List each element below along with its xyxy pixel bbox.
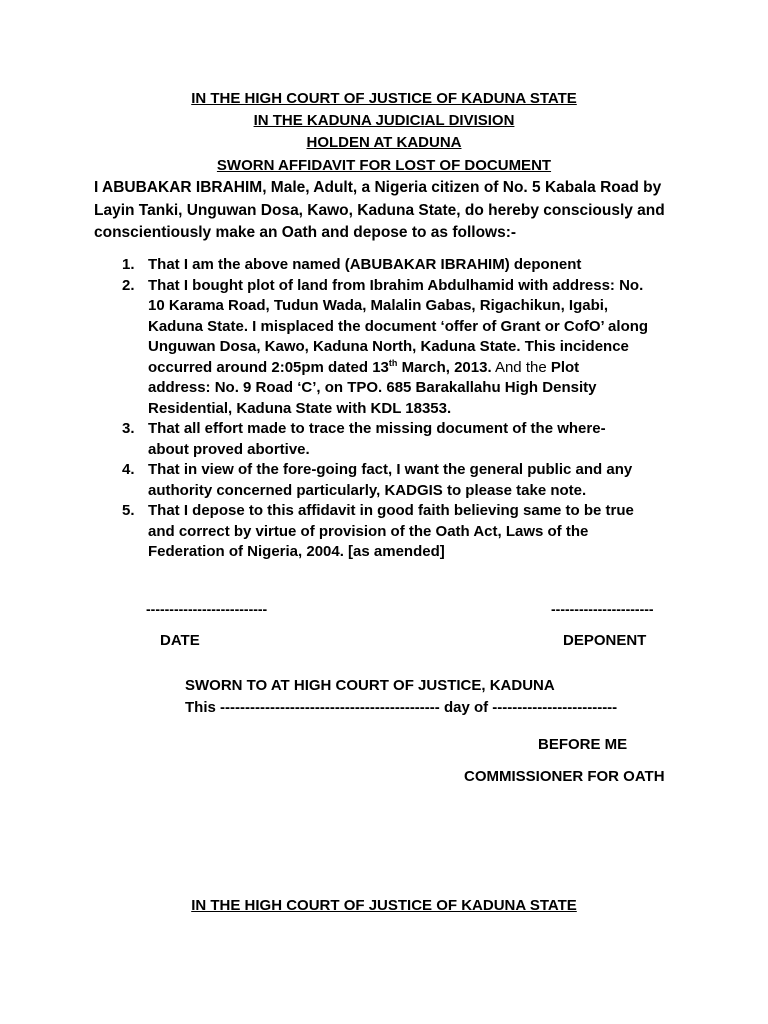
item-line: 10 Karama Road, Tudun Wada, Malalin Gabas, Rigachikun, Igabi, [148,297,609,314]
sworn-statement: SWORN TO AT HIGH COURT OF JUSTICE, KADUNA [185,677,555,694]
item-line: and correct by virtue of provision of the Oath Act, Laws of the [148,522,589,540]
court-title: IN THE HIGH COURT OF JUSTICE OF KADUNA STATE [191,90,577,107]
item-line: Federation of Nigeria, 2004. [as amended] [148,543,445,560]
item-text: Plot [550,358,580,376]
item-line: Residential, Kaduna State with KDL 18353. [148,399,452,417]
list-item [122,419,692,460]
intro-line: conscientiously make an Oath and depose to as follows:- [94,224,517,241]
date-label: DATE [160,632,200,649]
item-line: authority concerned particularly, KADGIS to please take note. [148,481,587,499]
intro-line: I ABUBAKAR IBRAHIM, Male, Adult, a Nigeria citizen of No. 5 Kabala Road by [94,179,662,196]
deposition-list [122,255,692,563]
item-line: That I bought plot of land from Ibrahim Abdulhamid with address: No. [148,276,644,294]
item-text: occurred around 2:05pm dated 13 [148,358,389,376]
item-line: Kaduna State. I misplaced the document ‘offer of Grant or CofO’ along [148,317,649,335]
item-line: That I am the above named (ABUBAKAR IBRAHIM) deponent [148,256,582,273]
item-number: 1. [122,256,135,273]
list-item [122,501,692,563]
document-title: SWORN AFFIDAVIT FOR LOST OF DOCUMENT [216,157,552,174]
date-signature-line: -------------------------- [146,601,268,617]
item-line: address: No. 9 Road ‘C’, on TPO. 685 Barakallahu High Density [148,379,597,396]
item-number: 4. [122,461,135,478]
item-line: about proved abortive. [148,440,310,458]
court-title-repeat: IN THE HIGH COURT OF JUSTICE OF KADUNA STATE [191,897,577,914]
item-line [148,358,692,379]
item-line: That in view of the fore-going fact, I want the general public and any [148,461,633,478]
sworn-date-line: This -------------------------------------------- day of ------------------------- [185,699,618,716]
list-item [122,276,692,420]
item-line: Unguwan Dosa, Kawo, Kaduna North, Kaduna State. This incidence [148,338,629,355]
item-line: That I depose to this affidavit in good faith believing same to be true [148,502,634,519]
intro-paragraph [94,177,694,245]
item-line: That all effort made to trace the missing document of the where- [148,420,606,437]
ordinal-suffix: th [388,357,398,368]
before-me-label: BEFORE ME [538,736,628,753]
item-number: 2. [122,276,135,294]
list-item [122,460,692,501]
commissioner-label: COMMISSIONER FOR OATH [464,768,665,785]
item-text: March, 2013. [397,358,492,376]
list-item [122,255,692,276]
item-number: 3. [122,420,135,437]
deponent-label: DEPONENT [563,632,647,649]
holden-title: HOLDEN AT KADUNA [306,134,462,151]
deponent-signature-line: ---------------------- [551,601,654,617]
item-text: And the [491,358,551,376]
intro-line: Layin Tanki, Unguwan Dosa, Kawo, Kaduna State, do hereby consciously and [94,201,665,219]
item-number: 5. [122,502,135,519]
division-title: IN THE KADUNA JUDICIAL DIVISION [253,112,515,129]
